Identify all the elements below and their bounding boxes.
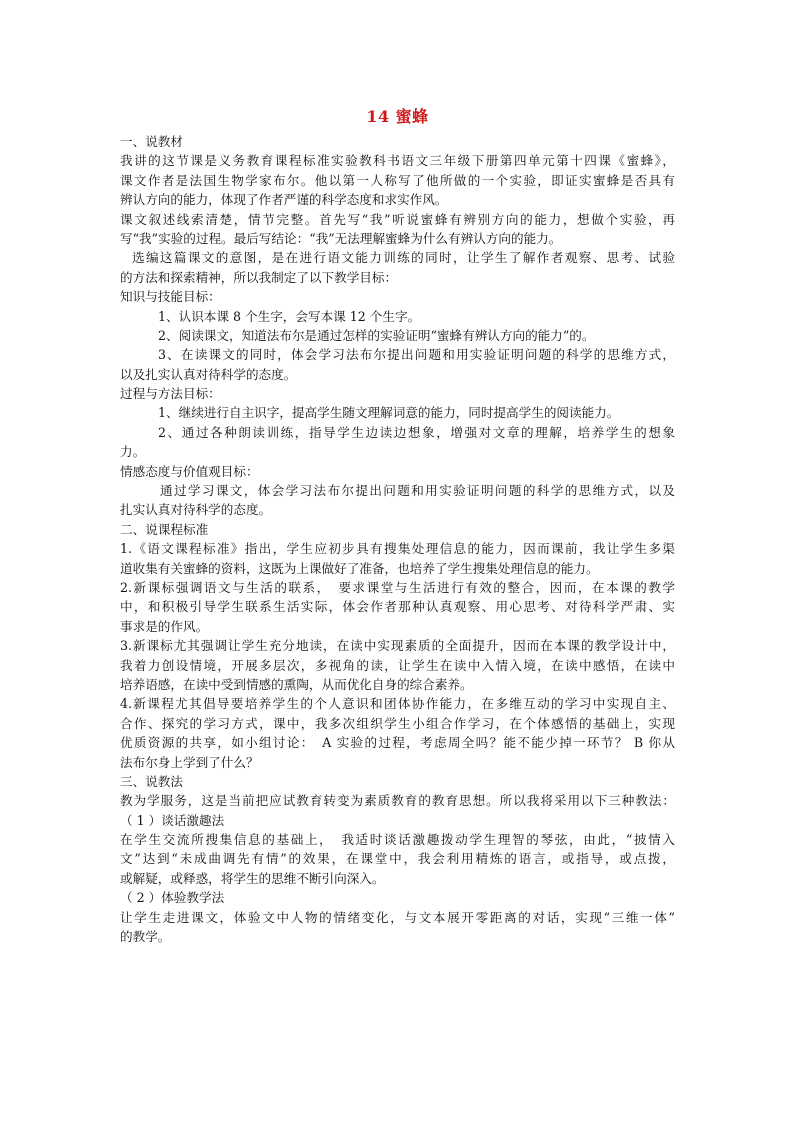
- goal-item: 3、在读课文的同时，体会学习法布尔提出问题和用实验证明问题的科学的思维方式，: [158, 347, 675, 363]
- paragraph-line: 或解疑，或释惑，将学生的思维不断引向深入。: [120, 870, 385, 886]
- goal-item: 1、继续进行自主识字，提高学生随文理解词意的能力，同时提高学生的阅读能力。: [158, 405, 620, 421]
- method-heading: （ 2 ）体验教学法: [120, 890, 225, 906]
- goal-item: 1、认识本课 8 个生字，会写本课 12 个生字。: [158, 308, 421, 324]
- paragraph-line: 道收集有关蜜蜂的资料，这既为上课做好了准备，也培养了学生搜集处理信息的能力。: [120, 560, 599, 576]
- paragraph-line: 教为学服务，这是当前把应试教育转变为素质教育的教育思想。所以我将采用以下三种教法：: [120, 793, 675, 809]
- goal-item: 2、通过各种朗读训练，指导学生边读边想象，增强对文章的理解，培养学生的想象: [158, 424, 675, 440]
- section-heading-textbook: 一、说教材: [120, 134, 183, 149]
- paragraph-line: 辨认方向的能力，体现了作者严谨的科学态度和求实作风。: [120, 192, 448, 208]
- paragraph-line: 课文作者是法国生物学家布尔。他以第一人称写了他所做的一个实验，即证实蜜蜂是否具有: [120, 172, 675, 188]
- paragraph-line: 文”达到“未成曲调先有情”的效果，在课堂中，我会利用精炼的语言，或指导，或点拨，: [120, 851, 675, 867]
- paragraph-line: 选编这篇课文的意图，是在进行语文能力训练的同时，让学生了解作者观察、思考、试验: [132, 250, 675, 266]
- goal-item-continued: 以及扎实认真对待科学的态度。: [120, 366, 297, 382]
- paragraph-line: 中，和积极引导学生联系生活实际，体会作者那种认真观察、用心思考、对待科学严肃、实: [120, 599, 675, 615]
- paragraph-line: 4.新课程尤其倡导要培养学生的个人意识和团体协作能力，在多维互动的学习中实现自主、: [120, 696, 675, 712]
- paragraph-line: 合作、探究的学习方式，课中，我多次组织学生小组合作学习，在个体感悟的基础上，实现: [120, 715, 675, 731]
- paragraph-line: 让学生走进课文，体验文中人物的情绪变化，与文本展开零距离的对话，实现“三维一体”: [120, 909, 675, 925]
- paragraph-line: 优质资源的共享，如小组讨论： A 实验的过程，考虑周全吗？能不能少掉一环节？ B 你从: [120, 735, 675, 751]
- subheading-process-goals: 过程与方法目标：: [120, 386, 221, 402]
- section-heading-teaching-methods: 三、说教法: [120, 773, 183, 789]
- paragraph-line: 事求是的作风。: [120, 618, 209, 634]
- paragraph-line: 培养语感，在读中受到情感的熏陶，从而优化自身的综合素养。: [120, 676, 473, 692]
- paragraph-line: 的方法和探索精神，所以我制定了以下教学目标：: [120, 269, 398, 285]
- goal-item: 通过学习课文，体会学习法布尔提出问题和用实验证明问题的科学的思维方式，以及: [160, 483, 675, 499]
- document-title: 14 蜜蜂: [366, 107, 429, 126]
- paragraph-line: 在学生交流所搜集信息的基础上， 我适时谈话激趣拨动学生理智的琴弦，由此，“披情入: [120, 832, 675, 848]
- goal-item-continued: 扎实认真对待科学的态度。: [120, 502, 272, 518]
- paragraph-line: 1.《语文课程标准》指出，学生应初步具有搜集处理信息的能力，因而课前，我让学生多渠: [120, 541, 675, 557]
- method-heading: （ 1 ）谈话激趣法: [120, 812, 225, 828]
- subheading-knowledge-goals: 知识与技能目标：: [120, 289, 221, 305]
- goal-item: 2、阅读课文，知道法布尔是通过怎样的实验证明“蜜蜂有辨认方向的能力”的。: [158, 327, 595, 343]
- document-page: [120, 106, 675, 946]
- paragraph-line: 3.新课标尤其强调让学生充分地读，在读中实现素质的全面提升，因而在本课的教学设计中，: [120, 638, 675, 654]
- subheading-emotion-goals: 情感态度与价值观目标：: [120, 463, 259, 479]
- paragraph-line: 课文叙述线索清楚，情节完整。首先写“我”听说蜜蜂有辨别方向的能力，想做个实验，再: [120, 211, 675, 227]
- section-heading-curriculum: 二、说课程标准: [120, 521, 209, 537]
- paragraph-line: 我讲的这节课是义务教育课程标准实验教科书语文三年级下册第四单元第十四课《蜜蜂》，: [120, 153, 675, 169]
- paragraph-line: 的教学。: [120, 929, 171, 945]
- paragraph-line: 我着力创设情境，开展多层次，多视角的读，让学生在读中入情入境，在读中感悟，在读中: [120, 657, 675, 673]
- paragraph-line: 2.新课标强调语文与生活的联系， 要求课堂与生活进行有效的整合，因而，在本课的教学: [120, 579, 675, 595]
- paragraph-line: 法布尔身上学到了什么？: [120, 754, 259, 770]
- paragraph-line: 写“我”实验的过程。最后写结论：“我”无法理解蜜蜂为什么有辨认方向的能力。: [120, 230, 562, 246]
- goal-item-continued: 力。: [120, 444, 146, 460]
